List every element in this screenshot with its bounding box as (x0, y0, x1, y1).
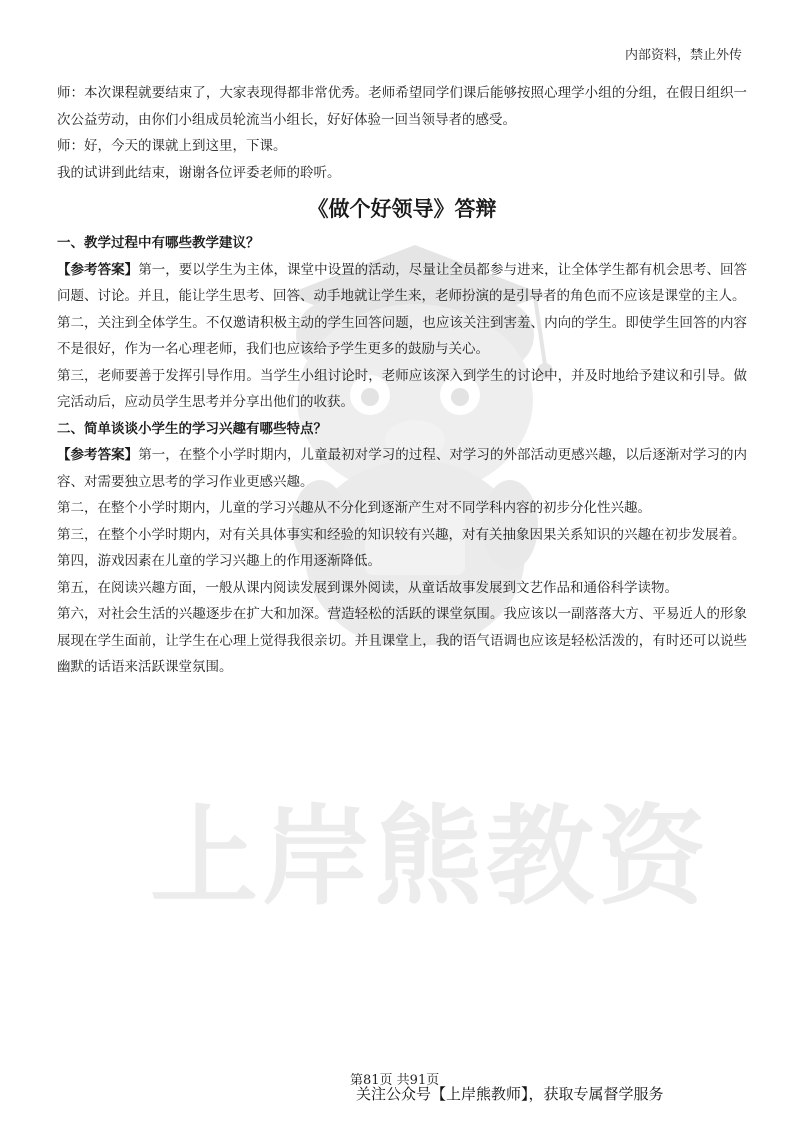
answer-paragraph: 第六，对社会生活的兴趣逐步在扩大和加深。营造轻松的活跃的课堂氛围。我应该以一副落落大方、平易近人的形象展现在学生面前，让学生在心理上觉得我很亲切。并且课堂上，我的语气语调也应该是轻松活泼的，有时还可以说些幽默的话语来活跃课堂氛围。 (57, 606, 747, 675)
answer-paragraph: 第二，关注到全体学生。不仅邀请积极主动的学生回答问题，也应该关注到害羞、内向的学生。即使学生回答的内容不是很好，作为一名心理老师，我们也应该给予学生更多的鼓励与关心。 (57, 314, 747, 357)
page-title: 《做个好领导》答辩 (307, 197, 497, 221)
brand-watermark: 上岸熊教资 (150, 795, 711, 920)
answer-text: 第一，在整个小学时期内，儿童最初对学习的过程、对学习的外部活动更感兴趣，以后逐渐对学习的内容、对需要独立思考的学习作业更感兴趣。 (57, 447, 748, 490)
intro-paragraph: 我的试讲到此结束，谢谢各位评委老师的聆听。 (57, 164, 341, 181)
intro-paragraph: 师：本次课程就要结束了，大家表现得都非常优秀。老师希望同学们课后能够按照心理学小组的分组，在假日组织一次公益劳动，由你们小组成员轮流当小组长，好好体验一回当领导者的感受。 (57, 85, 747, 128)
answer-paragraph (57, 442, 747, 495)
answer-tag: 【参考答案】 (57, 447, 139, 463)
question-heading: 一、教学过程中有哪些教学建议？ (57, 235, 260, 251)
answer-paragraph: 第三，在整个小学时期内，对有关具体事实和经验的知识较有兴趣，对有关抽象因果关系知识的兴趣在初步发展着。 (57, 526, 746, 543)
answer-paragraph (57, 257, 747, 310)
answer-text: 第一，要以学生为主体，课堂中设置的活动，尽量让全员都参与进来，让全体学生都有机会思考、回答问题、讨论。并且，能让学生思考、回答、动手地就让学生来，老师扮演的是引导者的角色而不应该是课堂的主人。 (57, 261, 748, 304)
footer-promo: 关注公众号【上岸熊教师】，获取专属督学服务 (356, 1085, 664, 1103)
document-body (57, 80, 747, 681)
intro-paragraph: 师：好，今天的课就上到这里，下课。 (57, 138, 287, 154)
answer-paragraph: 第四，游戏因素在儿童的学习兴趣上的作用逐渐降低。 (57, 553, 381, 569)
answer-paragraph: 第三，老师要善于发挥引导作用。当学生小组讨论时，老师应该深入到学生的讨论中，并及时地给予建议和引导。做完活动后，应动员学生思考并分享出他们的收获。 (57, 367, 747, 410)
question-heading: 二、简单谈谈小学生的学习兴趣有哪些特点？ (57, 420, 327, 437)
confidential-note: 内部资料，禁止外传 (624, 48, 742, 63)
answer-tag: 【参考答案】 (57, 261, 139, 278)
answer-paragraph: 第二，在整个小学时期内，儿童的学习兴趣从不分化到逐渐产生对不同学科内容的初步分化性兴趣。 (57, 500, 651, 516)
answer-paragraph: 第五，在阅读兴趣方面，一般从课内阅读发展到课外阅读，从童话故事发展到文艺作品和通俗科学读物。 (57, 579, 678, 596)
page-number: 第81页 共91页 (350, 1073, 440, 1088)
